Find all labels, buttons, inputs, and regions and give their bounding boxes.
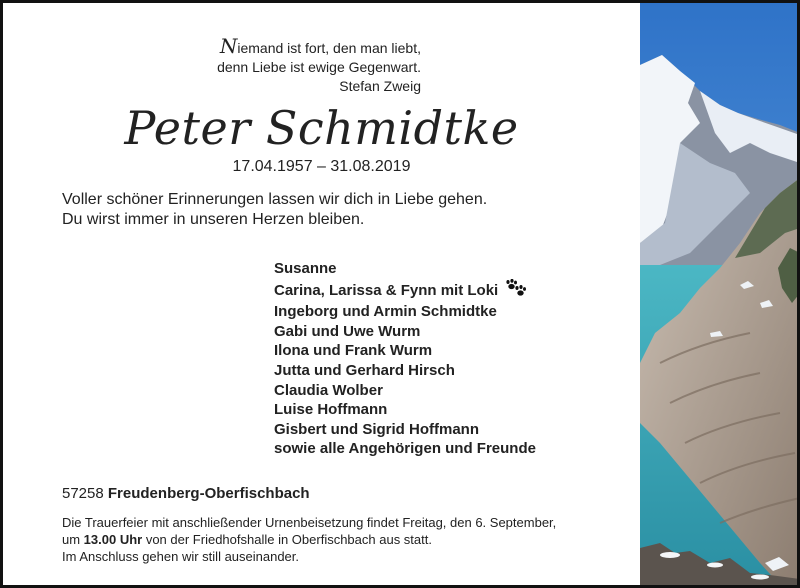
paw-prints-icon <box>504 279 528 303</box>
text-area <box>3 3 640 585</box>
mourner-item-with-pet <box>274 279 634 303</box>
ceremony-line-2-pre: um <box>62 532 84 547</box>
ceremony-line-2 <box>62 531 622 548</box>
deceased-name: Peter Schmidtke <box>124 101 519 155</box>
farewell-line-1: Voller schöner Erinnerungen lassen wir dich in Liebe gehen. <box>62 191 488 208</box>
ceremony-info <box>62 514 622 565</box>
ceremony-line-2-post: von der Friedhofshalle in Oberfischbach aus statt. <box>142 532 432 547</box>
mourner-item: Luise Hoffmann <box>274 401 388 419</box>
mourner-item: Claudia Wolber <box>274 381 383 399</box>
quote-line-1-text: iemand ist fort, den man liebt, <box>237 40 421 56</box>
farewell-message <box>62 190 622 230</box>
quote-line-2: denn Liebe ist ewige Gegenwart. <box>217 59 421 75</box>
farewell-line-2: Du wirst immer in unseren Herzen bleiben. <box>62 211 365 228</box>
mourner-item: Jutta und Gerhard Hirsch <box>274 361 455 379</box>
quote <box>61 34 421 96</box>
ceremony-line-1: Die Trauerfeier mit anschließender Urnenbeisetzung findet Freitag, den 6. September, <box>62 515 557 530</box>
life-dates: 17.04.1957 – 31.08.2019 <box>232 158 411 175</box>
mourner-item: Gabi und Uwe Wurm <box>274 322 421 340</box>
mourner-item: sowie alle Angehörigen und Freunde <box>274 440 536 458</box>
quote-line-1 <box>61 34 421 58</box>
mourner-item: Ilona und Frank Wurm <box>274 342 433 360</box>
quote-initial: N <box>219 34 238 58</box>
ceremony-line-3: Im Anschluss gehen wir still auseinander. <box>62 549 300 564</box>
mourner-item: Gisbert und Sigrid Hoffmann <box>274 420 479 438</box>
mourner-item: Ingeborg und Armin Schmidtke <box>274 303 497 321</box>
town: Freudenberg-Oberfischbach <box>107 485 310 502</box>
location <box>62 485 310 502</box>
mourner-item: Susanne <box>274 260 337 277</box>
mourners-list <box>274 259 634 459</box>
mountain-lake-photo <box>640 3 800 585</box>
ceremony-time: 13.00 Uhr <box>83 532 143 547</box>
mourner-name: Carina, Larissa & Fynn mit Loki <box>274 281 499 299</box>
postcode: 57258 <box>62 485 104 502</box>
quote-author: Stefan Zweig <box>339 78 421 94</box>
